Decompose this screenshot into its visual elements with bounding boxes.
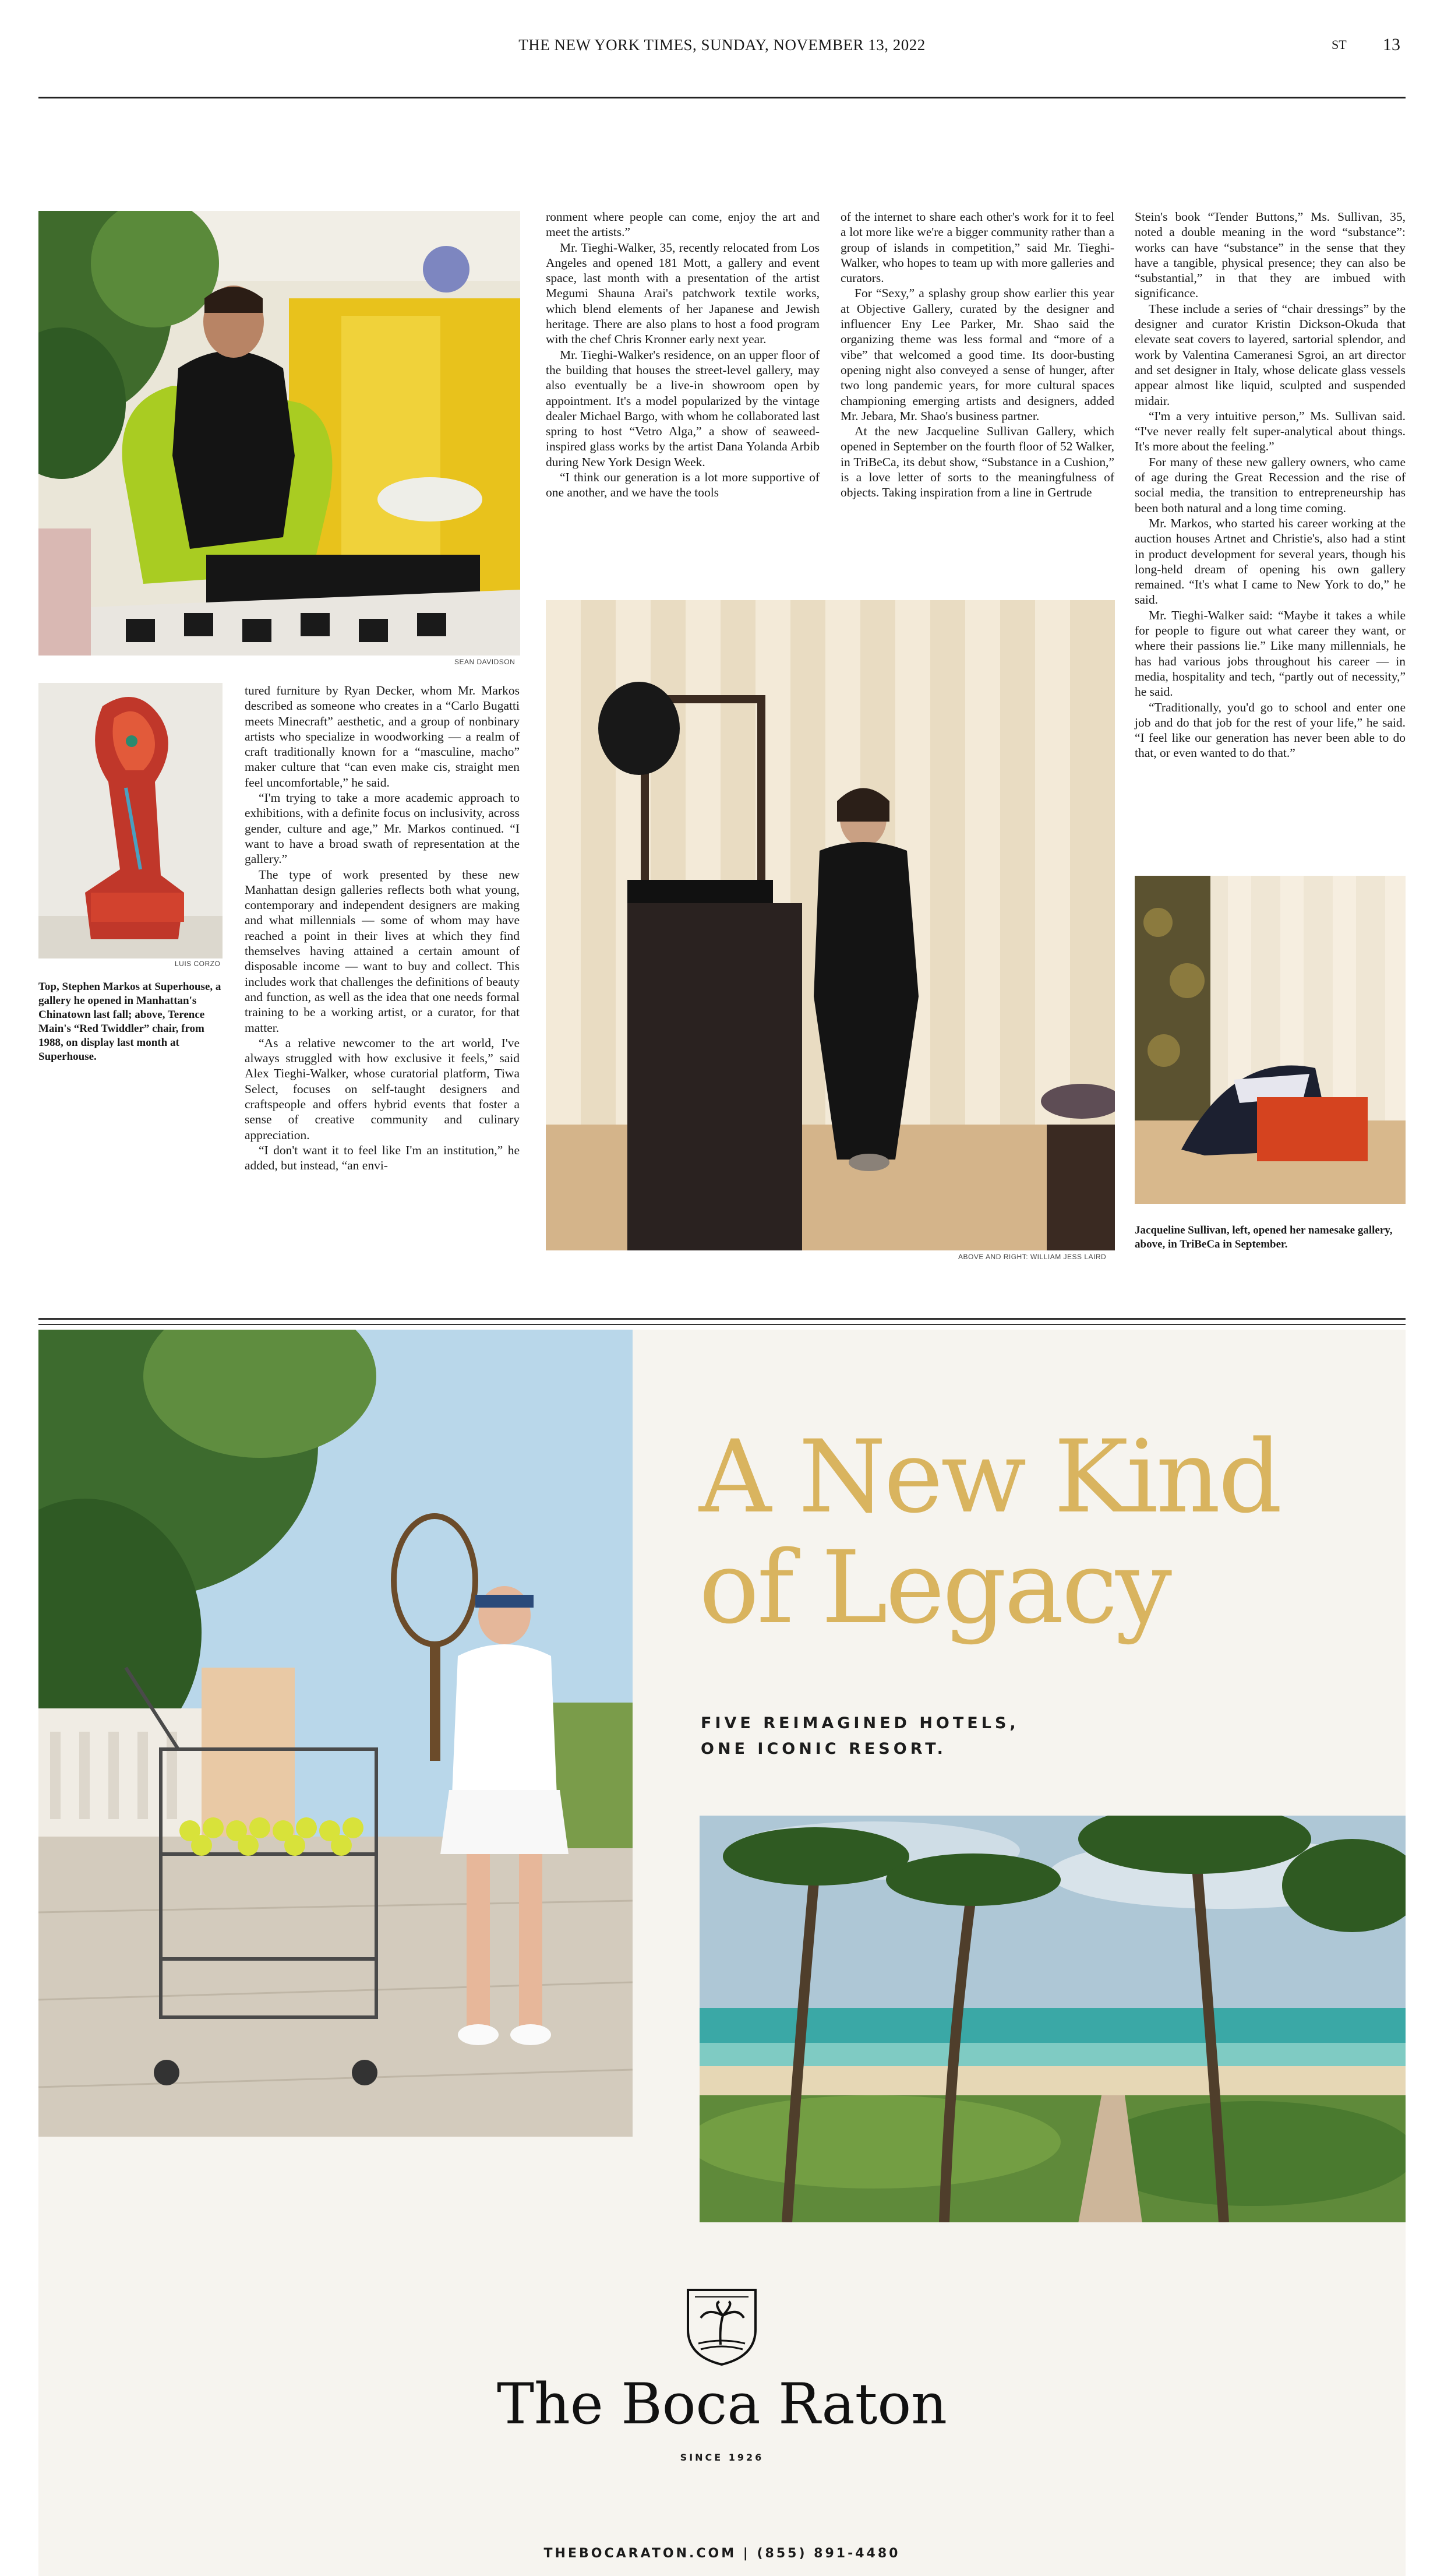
sullivan-caption: Jacqueline Sullivan, left, opened her namesake gallery, above, in TriBeCa in September. <box>1135 1224 1393 1250</box>
paragraph: At the new Jacqueline Sullivan Gallery, which opened in September on the fourth floor of 52 Walker, in TriBeCa, its debut show, “Substance in a Cushion,” is a love letter of sorts to the meaningfulness of objects. Taking inspiration from a line in Gertrude <box>841 424 1114 500</box>
paragraph: ronment where people can come, enjoy the art and meet the artists.” <box>546 210 820 239</box>
ad-subheading-line2: ONE ICONIC RESORT. <box>701 1740 947 1758</box>
paragraph: Stein's book “Tender Buttons,” Ms. Sullivan, 35, noted a double meaning in the word “substance”: works can have “substance” in the sense that they have a tangible, physical presence; they can also be “substantial,” in that they are imbued with significance. <box>1135 210 1406 301</box>
paragraph: Mr. Tieghi-Walker, 35, recently relocated from Los Angeles and opened 181 Mott, a gallery and event space, last month with a presentation of the artist Megumi Shauna Arai's patchwork textile works, which blend elements of her Japanese and Jewish heritage. There are also plans to host a food program with the chef Chris Kronner early next year. <box>546 240 820 347</box>
ad-headline-line2: of Legacy <box>699 1529 1170 1646</box>
ad-headline-line1: A New Kind <box>699 1418 1280 1535</box>
brand-crest-icon <box>684 2286 759 2368</box>
markos-photo <box>38 211 520 656</box>
paragraph: The type of work presented by these new Manhattan design galleries reflects both what young, contemporary and independent designers are making and what millennials — some of whom may have reached a point in their lives at which they find themselves having attained a certain amount of disposable income — want to buy and collect. This includes work that challenges the definitions of beauty and function, as well as the idea that one needs formal training to be a working artist, or a curator, for that matter. <box>245 867 520 1035</box>
paragraph: “As a relative newcomer to the art world, I've always struggled with how exclusive it feels,” said Alex Tieghi-Walker, whose curatorial platform, Tiwa Select, focuses on self-taught designers and craftspeople and offers hybrid events that foster a sense of creative community and culinary appreciation. <box>245 1035 520 1142</box>
paragraph: “I don't want it to feel like I'm an institution,” he added, but instead, “an envi- <box>245 1143 520 1173</box>
paragraph: of the internet to share each other's work for it to feel a lot more like we're a bigger community rather than a group of islands in competition,” said Mr. Tieghi-Walker, who hopes to team up with more galleries and curators. <box>841 210 1114 286</box>
ad-subheading-line1: FIVE REIMAGINED HOTELS, <box>701 1714 1019 1732</box>
section-label: ST <box>1332 37 1347 52</box>
paragraph: Mr. Tieghi-Walker's residence, on an upper floor of the building that houses the street-level gallery, may also eventually be a live-in showroom open by appointment. It's a model popularized by the vintage dealer Michael Bargo, with whom he collaborated last spring to host “Vetro Alga,” a show of seaweed-inspired glass works by the artist Dana Yolanda Arbib during New York Design Week. <box>546 347 820 469</box>
paragraph: For “Sexy,” a splashy group show earlier this year at Objective Gallery, curated by the designer and influencer Eny Lee Parker, Mr. Shao said the organizing theme was less formal and “more of a vibe” that welcomed a good time. Its door-busting opening night also conveyed a sense of hunger, after two long pandemic years, for more cultural spaces championing emerging artists and designers, added Mr. Jebara, Mr. Shao's business partner. <box>841 286 1114 423</box>
ad-since-label: SINCE 1926 <box>680 2452 764 2463</box>
paragraph: For many of these new gallery owners, who came of age during the Great Recession and the rise of social media, the transition to entrepreneurship has been both natural and a long time coming. <box>1135 454 1406 515</box>
sullivan-photo <box>546 600 1115 1250</box>
sullivan-photo-credit: ABOVE AND RIGHT: WILLIAM JESS LAIRD <box>958 1253 1107 1261</box>
article-column-2 <box>546 209 820 501</box>
ad-brand-name: The Boca Raton <box>497 2371 947 2437</box>
paragraph: “Traditionally, you'd go to school and enter one job and do that job for the rest of your life,” he said. “I feel like our generation has never been able to do that, or even wanted to do that.” <box>1135 700 1406 760</box>
markos-photo-credit: SEAN DAVIDSON <box>454 658 516 666</box>
section-rule <box>38 1324 1406 1325</box>
section-rule <box>38 1318 1406 1320</box>
article-column-4 <box>1135 209 1406 761</box>
markos-caption: Top, Stephen Markos at Superhouse, a gallery he opened in Manhattan's Chinatown last fall; above, Terence Main's “Red Twiddler” chair, from 1988, on display last month at Superhouse. <box>38 981 221 1063</box>
article-column-3 <box>841 209 1114 501</box>
red-chair-photo <box>38 683 223 958</box>
ad-beach-photo <box>700 1816 1406 2222</box>
paragraph: These include a series of “chair dressings” by the designer and curator Kristin Dickson-Okuda that elevate seat covers to layered, sartorial splendor, and work by Valentina Cameranesi Sgroi, an art director and set designer in Italy, whose delicate glass vessels appear almost like liquid, sculpted and suspended midair. <box>1135 301 1406 408</box>
header-rule <box>38 97 1406 98</box>
masthead-line: THE NEW YORK TIMES, SUNDAY, NOVEMBER 13, 2022 <box>518 36 926 54</box>
page-number: 13 <box>1383 35 1400 54</box>
paragraph: “I think our generation is a lot more supportive of one another, and we have the tools <box>546 470 820 500</box>
paragraph: Mr. Markos, who started his career working at the auction houses Artnet and Christie's, also had a stint in product development for several years, though his long-held dream of opening his own gallery remained. “It's what I came to New York to do,” he said. <box>1135 516 1406 607</box>
article-column-1 <box>245 683 520 1174</box>
ad-contact-line[interactable]: THEBOCARATON.COM | (855) 891-4480 <box>543 2546 901 2561</box>
paragraph: “I'm trying to take a more academic approach to exhibitions, with a definite focus on inclusivity, across gender, culture and age,” Mr. Markos continued. “I want to have a broad swath of representation at the gallery.” <box>245 791 520 866</box>
ad-tennis-photo <box>38 1330 633 2137</box>
red-chair-credit: LUIS CORZO <box>175 960 221 968</box>
paragraph: “I'm a very intuitive person,” Ms. Sullivan said. “I've never really felt super-analytical about things. It's more about the feeling.” <box>1135 408 1406 454</box>
sullivan-gallery-photo <box>1135 876 1406 1204</box>
paragraph: Mr. Tieghi-Walker said: “Maybe it takes a while for people to figure out what career they want, or where their passions lie.” Like many millennials, he has had various jobs throughout his career — in media, hospitality and tech, “partly out of necessity,” he said. <box>1135 608 1406 699</box>
paragraph: tured furniture by Ryan Decker, whom Mr. Markos described as someone who creates in a “Carlo Bugatti meets Minecraft” aesthetic, and a group of nonbinary artists who specialize in woodworking — a realm of craft traditionally known for a “masculine, macho” maker culture that “can even make cis, straight men feel uncomfortable,” he said. <box>245 683 520 790</box>
